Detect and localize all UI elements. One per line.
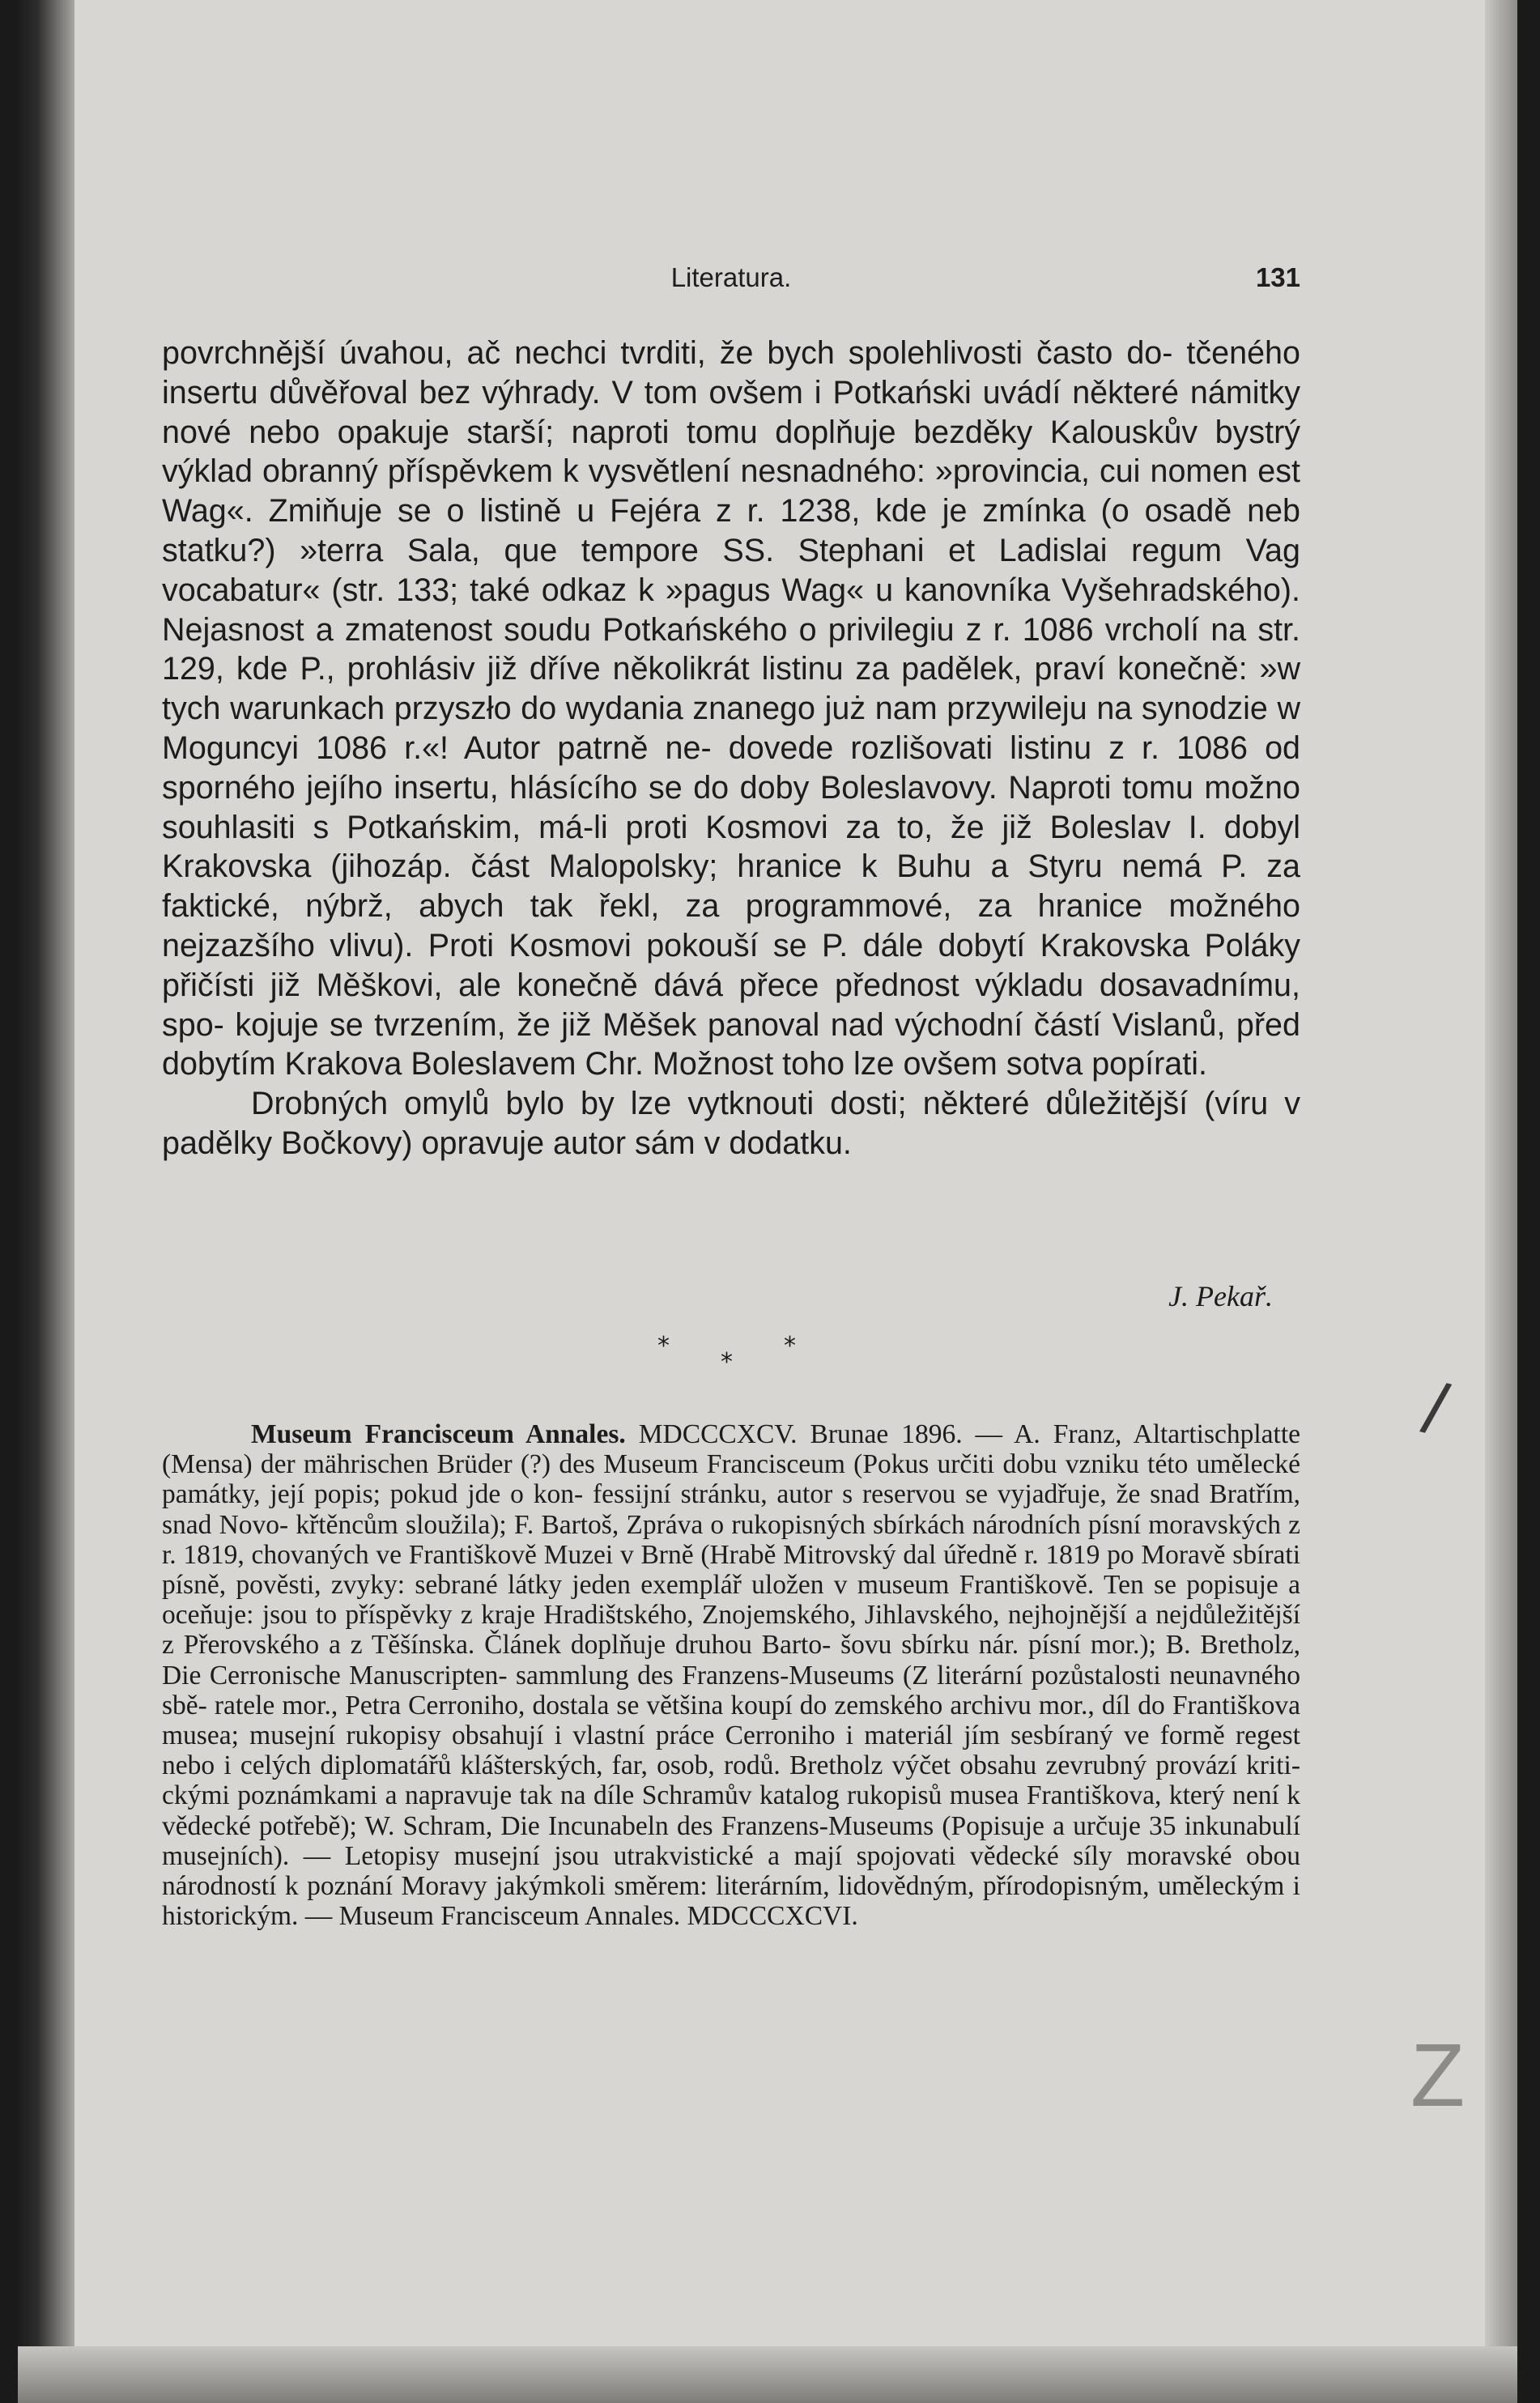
text-line: před dobytím Krakova Boleslavem Chr. Možnost toho lze ovšem sotva [162,1006,1300,1082]
text-line: se do doby Boleslavovy. Naproti tomu možno souhlasiti s Potkańskim, [162,769,1300,845]
text-line: abych tak řekl, za programmové, za hranice možného nejzazšího vlivu). [162,888,1300,963]
text-line: Františkova, který není k vědecké potřebě); W. Schram, Die Incunabeln des [162,1780,1301,1841]
text-line: dovede rozlišovati listinu z r. 1086 od sporného jejího insertu, hlásícího [162,729,1301,806]
text-line: nesnadného: »provincia, cui nomen est Wag«. Zmiňuje se o listině [162,453,1300,530]
text-line: k poznání Moravy jakýmkoli směrem: literárním, lidovědným, přírodopisným, [284,1871,1150,1902]
asterisk-ornament: * [721,1348,733,1376]
text-line: klášterských, far, osob, rodů. Bretholz výčet obsahu zevrubný provází kriti- [460,1750,1301,1781]
text-line: Mitrovský dal úředně r. 1819 po Moravě sbírati písně, pověsti, zvyky: sebrané [162,1539,1301,1601]
text-line: Altartischplatte (Mensa) der mährischen Brüder (?) des Museum Francisceum [162,1419,1301,1480]
text-line: ratele mor., Petra Cerroniho, dostala se většina koupí do zemského archivu [214,1690,1032,1720]
text-line: u Fejéra z r. 1238, kde je zmínka (o osadě neb statku?) »terra Sala, [162,493,1300,568]
page-header [162,259,1300,300]
margin-pencil-mark: / [1415,1367,1455,1452]
text-line: sammlung des Franzens-Museums (Z literární pozůstalosti neunavného sbě- [162,1660,1301,1720]
text-line: křtěncům sloužila); F. Bartoš, Zpráva o rukopisných sbírkách národních [296,1509,1081,1540]
page-bottom-edge [18,2346,1517,2403]
reviewer-signature: J. Pekař. [1168,1280,1273,1312]
text-line: que tempore SS. Stephani et Ladislai regum Vag vocabatur« (str. 133; [162,532,1300,608]
text-line: povrchnější úvahou, ač nechci tvrditi, že bych spolehlivosti často do- [162,335,1173,371]
margin-pencil-mark: Z [1410,2026,1466,2125]
text-line: Měškovi, ale konečně dává přece přednost výkladu dosavadnímu, spo- [162,967,1300,1043]
page-right-edge [1485,0,1517,2403]
text-line: a nejdůležitější z Přerovského a z Těšínska. Článek doplňuje druhou Barto- [162,1600,1301,1661]
text-line: praví konečně: »w tych warunkach przyszło do wydania znanego już [162,651,1301,727]
text-line: má-li proti Kosmovi za to, že již Boleslav I. dobyl Krakovska (jihozáp. [162,809,1300,885]
review-paragraph [162,334,1300,1084]
text-line: Drobných omylů bylo by lze vytknouti dosti; některé důležitější [251,1086,1189,1122]
page-number: 131 [1255,262,1300,292]
text-line: bezděky Kalouskův bystrý výklad obranný příspěvkem k vysvětlení [162,414,1300,490]
notice-title: Museum Francisceum Annales. [251,1419,626,1449]
text-line: Proti Kosmovi pokouší se P. dále dobytí Krakovska Poláky přičísti již [162,927,1301,1003]
text-line: písní moravských z r. 1819, chovaných ve Františkově Muzei v Brně (Hrabě [162,1509,1301,1570]
text-line: MDCCCXCV. Brunae 1896. — A. Franz, [625,1419,1122,1449]
text-line: a zmatenost soudu Potkańského o privilegiu z r. 1086 vrcholí na [315,611,1247,648]
text-line: kojuje se tvrzením, že již Měšek panoval nad východní částí Vislanů, [235,1006,1226,1043]
text-line: Cerroniho i materiál jím sesbíraný ve formě regest nebo i celých diplomatářů [162,1720,1300,1781]
text-line: některé námitky nové nebo opakuje starší; naproti tomu doplňuje [162,374,1300,450]
text-line: mor., díl do Františkova musea; musejní rukopisy obsahují i vlastní práce [162,1690,1300,1751]
book-spine-shadow [18,0,74,2403]
notice-paragraph [162,1419,1300,1931]
text-line: (Pokus určiti dobu vzniku této umělecké památky, její popis; pokud jde o kon- [162,1449,1300,1510]
text-line: jsou to příspěvky z kraje Hradištského, Znojemského, Jihlavského, nejhojnější [262,1600,1127,1631]
section-separator [162,1332,1300,1380]
journal-notice [162,1419,1300,1931]
text-line: popírati. [1091,1046,1207,1082]
text-line: uměleckým i historickým. — Museum Francisceum Annales. MDCCCXCVI. [162,1871,1300,1932]
text-line: str. 129, kde P., prohlásiv již dříve několikrát listinu za padělek, [162,611,1300,687]
review-text [162,334,1300,1163]
text-line: (víru v padělky Bočkovy) opravuje autor sám v dodatku. [162,1086,1300,1161]
text-line: šovu sbírku nár. písní mor.); B. Bretholz, Die Cerronische Manuscripten- [162,1630,1301,1691]
asterisk-ornament: * [657,1332,670,1360]
running-title: Literatura. [670,262,792,292]
text-line: látky jeden exemplář uložen v museum Františkově. Ten se popisuje a oceňuje: [162,1570,1300,1631]
text-line: Franzens-Museums (Popisuje a určuje 35 inkunabulí musejních). — Letopisy [162,1810,1300,1871]
text-line: část Malopolsky; hranice k Buhu a Styru nemá P. za faktické, nýbrž, [162,848,1301,925]
asterisk-ornament: * [784,1332,796,1360]
text-line: také odkaz k »pagus Wag« u kanovníka Vyšehradského). Nejasnost [162,572,1300,648]
text-line: ckými poznámkami a napravuje tak na díle Schramův katalog rukopisů musea [162,1780,1019,1811]
text-line: musejní jsou utrakvistické a mají spojovati vědecké síly moravské obou národností [162,1840,1300,1902]
text-line: nam przywileju na synodzie w Moguncyi 1086 r.«! Autor patrně ne- [162,691,1300,766]
closing-paragraph [162,1084,1300,1163]
text-line: fessijní stránku, autor s reservou se vyjadřuje, že snad Bratřím, snad Novo- [162,1479,1301,1540]
text-line: tčeného insertu důvěřoval bez výhrady. V tom ovšem i Potkański uvádí [162,335,1300,410]
